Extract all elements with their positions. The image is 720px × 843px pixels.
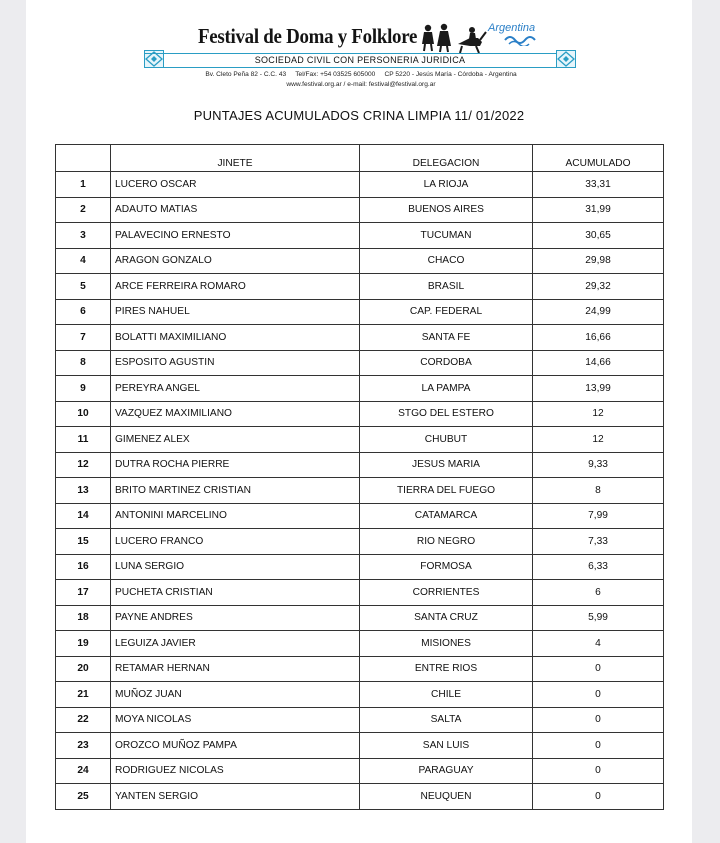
jinete-cell: PAYNE ANDRES xyxy=(111,605,360,631)
col-header-jinete: JINETE xyxy=(111,145,360,172)
scores-table xyxy=(55,144,664,810)
jinete-cell: ARAGON GONZALO xyxy=(111,248,360,274)
position-cell: 3 xyxy=(56,223,111,249)
table-row xyxy=(56,197,664,223)
table-row xyxy=(56,656,664,682)
delegacion-cell: TIERRA DEL FUEGO xyxy=(360,478,533,504)
position-cell: 10 xyxy=(56,401,111,427)
table-row xyxy=(56,325,664,351)
position-cell: 16 xyxy=(56,554,111,580)
acumulado-cell: 29,32 xyxy=(533,274,664,300)
report-title: PUNTAJES ACUMULADOS CRINA LIMPIA 11/ 01/2022 xyxy=(193,108,525,123)
acumulado-cell: 0 xyxy=(533,733,664,759)
col-header-acumulado: ACUMULADO xyxy=(533,145,664,172)
table-row xyxy=(56,350,664,376)
delegacion-cell: LA PAMPA xyxy=(360,376,533,402)
society-text: SOCIEDAD CIVIL CON PERSONERIA JURIDICA xyxy=(254,55,466,65)
table-row xyxy=(56,758,664,784)
delegacion-cell: MISIONES xyxy=(360,631,533,657)
position-cell: 5 xyxy=(56,274,111,300)
delegacion-cell: CORDOBA xyxy=(360,350,533,376)
col-header-position xyxy=(56,145,111,172)
delegacion-cell: LA RIOJA xyxy=(360,172,533,198)
country-label: Argentina xyxy=(488,22,536,34)
acumulado-cell: 6 xyxy=(533,580,664,606)
acumulado-cell: 0 xyxy=(533,707,664,733)
jinete-cell: PIRES NAHUEL xyxy=(111,299,360,325)
acumulado-cell: 4 xyxy=(533,631,664,657)
acumulado-cell: 6,33 xyxy=(533,554,664,580)
jinete-cell: BOLATTI MAXIMILIANO xyxy=(111,325,360,351)
position-cell: 6 xyxy=(56,299,111,325)
table-row xyxy=(56,223,664,249)
jinete-cell: GIMENEZ ALEX xyxy=(111,427,360,453)
acumulado-cell: 30,65 xyxy=(533,223,664,249)
position-cell: 19 xyxy=(56,631,111,657)
delegacion-cell: ENTRE RIOS xyxy=(360,656,533,682)
position-cell: 20 xyxy=(56,656,111,682)
jinete-cell: ADAUTO MATIAS xyxy=(111,197,360,223)
table-row xyxy=(56,631,664,657)
table-body xyxy=(56,172,664,810)
acumulado-cell: 8 xyxy=(533,478,664,504)
position-cell: 11 xyxy=(56,427,111,453)
table-row xyxy=(56,427,664,453)
jinete-cell: PEREYRA ANGEL xyxy=(111,376,360,402)
acumulado-cell: 29,98 xyxy=(533,248,664,274)
table-row xyxy=(56,707,664,733)
table-row xyxy=(56,580,664,606)
delegacion-cell: TUCUMAN xyxy=(360,223,533,249)
acumulado-cell: 0 xyxy=(533,784,664,810)
delegacion-cell: CHUBUT xyxy=(360,427,533,453)
position-cell: 23 xyxy=(56,733,111,759)
delegacion-cell: BRASIL xyxy=(360,274,533,300)
delegacion-cell: CHILE xyxy=(360,682,533,708)
position-cell: 15 xyxy=(56,529,111,555)
table-row xyxy=(56,299,664,325)
delegacion-cell: RIO NEGRO xyxy=(360,529,533,555)
jinete-cell: LUCERO OSCAR xyxy=(111,172,360,198)
jinete-cell: OROZCO MUÑOZ PAMPA xyxy=(111,733,360,759)
acumulado-cell: 13,99 xyxy=(533,376,664,402)
address-line: Bv. Cleto Peña 82 - C.C. 43 Tel/Fax: +54 03525 605000 CP 5220 - Jesús María - Córdoba - Argentina xyxy=(205,71,517,78)
delegacion-cell: CATAMARCA xyxy=(360,503,533,529)
position-cell: 2 xyxy=(56,197,111,223)
delegacion-cell: PARAGUAY xyxy=(360,758,533,784)
delegacion-cell: NEUQUEN xyxy=(360,784,533,810)
acumulado-cell: 33,31 xyxy=(533,172,664,198)
jinete-cell: RETAMAR HERNAN xyxy=(111,656,360,682)
position-cell: 9 xyxy=(56,376,111,402)
delegacion-cell: STGO DEL ESTERO xyxy=(360,401,533,427)
table-row xyxy=(56,478,664,504)
acumulado-cell: 0 xyxy=(533,656,664,682)
acumulado-cell: 0 xyxy=(533,682,664,708)
table-header-row xyxy=(56,145,664,172)
jinete-cell: YANTEN SERGIO xyxy=(111,784,360,810)
acumulado-cell: 7,33 xyxy=(533,529,664,555)
position-cell: 17 xyxy=(56,580,111,606)
table-row xyxy=(56,605,664,631)
jinete-cell: PUCHETA CRISTIAN xyxy=(111,580,360,606)
table-row xyxy=(56,733,664,759)
position-cell: 24 xyxy=(56,758,111,784)
delegacion-cell: BUENOS AIRES xyxy=(360,197,533,223)
table-row xyxy=(56,172,664,198)
jinete-cell: LUCERO FRANCO xyxy=(111,529,360,555)
web-email-line: www.festival.org.ar / e-mail: festival@festival.org.ar xyxy=(286,81,436,88)
jinete-cell: MOYA NICOLAS xyxy=(111,707,360,733)
position-cell: 14 xyxy=(56,503,111,529)
delegacion-cell: CAP. FEDERAL xyxy=(360,299,533,325)
table-row xyxy=(56,682,664,708)
jinete-cell: LUNA SERGIO xyxy=(111,554,360,580)
table-row xyxy=(56,274,664,300)
jinete-cell: ARCE FERREIRA ROMARO xyxy=(111,274,360,300)
folk-dancers-logo-icon xyxy=(420,20,490,54)
festival-brand-title: Festival de Doma y Folklore xyxy=(198,24,418,48)
position-cell: 8 xyxy=(56,350,111,376)
delegacion-cell: CORRIENTES xyxy=(360,580,533,606)
wave-emblem-icon xyxy=(504,34,538,46)
position-cell: 21 xyxy=(56,682,111,708)
diamond-ornament-right-icon xyxy=(556,50,576,68)
table-row xyxy=(56,784,664,810)
jinete-cell: BRITO MARTINEZ CRISTIAN xyxy=(111,478,360,504)
delegacion-cell: SAN LUIS xyxy=(360,733,533,759)
jinete-cell: DUTRA ROCHA PIERRE xyxy=(111,452,360,478)
jinete-cell: LEGUIZA JAVIER xyxy=(111,631,360,657)
acumulado-cell: 0 xyxy=(533,758,664,784)
document-page xyxy=(26,0,692,843)
jinete-cell: RODRIGUEZ NICOLAS xyxy=(111,758,360,784)
position-cell: 7 xyxy=(56,325,111,351)
society-band xyxy=(144,53,576,68)
table-row xyxy=(56,529,664,555)
position-cell: 25 xyxy=(56,784,111,810)
table-row xyxy=(56,503,664,529)
delegacion-cell: SANTA CRUZ xyxy=(360,605,533,631)
delegacion-cell: CHACO xyxy=(360,248,533,274)
delegacion-cell: SANTA FE xyxy=(360,325,533,351)
table-row xyxy=(56,554,664,580)
table-row xyxy=(56,248,664,274)
position-cell: 18 xyxy=(56,605,111,631)
jinete-cell: ESPOSITO AGUSTIN xyxy=(111,350,360,376)
position-cell: 4 xyxy=(56,248,111,274)
position-cell: 22 xyxy=(56,707,111,733)
delegacion-cell: FORMOSA xyxy=(360,554,533,580)
acumulado-cell: 12 xyxy=(533,427,664,453)
col-header-delegacion: DELEGACION xyxy=(360,145,533,172)
acumulado-cell: 9,33 xyxy=(533,452,664,478)
delegacion-cell: JESUS MARIA xyxy=(360,452,533,478)
delegacion-cell: SALTA xyxy=(360,707,533,733)
table-row xyxy=(56,376,664,402)
acumulado-cell: 16,66 xyxy=(533,325,664,351)
jinete-cell: VAZQUEZ MAXIMILIANO xyxy=(111,401,360,427)
acumulado-cell: 31,99 xyxy=(533,197,664,223)
acumulado-cell: 7,99 xyxy=(533,503,664,529)
table-row xyxy=(56,401,664,427)
jinete-cell: ANTONINI MARCELINO xyxy=(111,503,360,529)
acumulado-cell: 14,66 xyxy=(533,350,664,376)
position-cell: 1 xyxy=(56,172,111,198)
table-row xyxy=(56,452,664,478)
position-cell: 12 xyxy=(56,452,111,478)
jinete-cell: MUÑOZ JUAN xyxy=(111,682,360,708)
acumulado-cell: 12 xyxy=(533,401,664,427)
acumulado-cell: 24,99 xyxy=(533,299,664,325)
jinete-cell: PALAVECINO ERNESTO xyxy=(111,223,360,249)
acumulado-cell: 5,99 xyxy=(533,605,664,631)
position-cell: 13 xyxy=(56,478,111,504)
